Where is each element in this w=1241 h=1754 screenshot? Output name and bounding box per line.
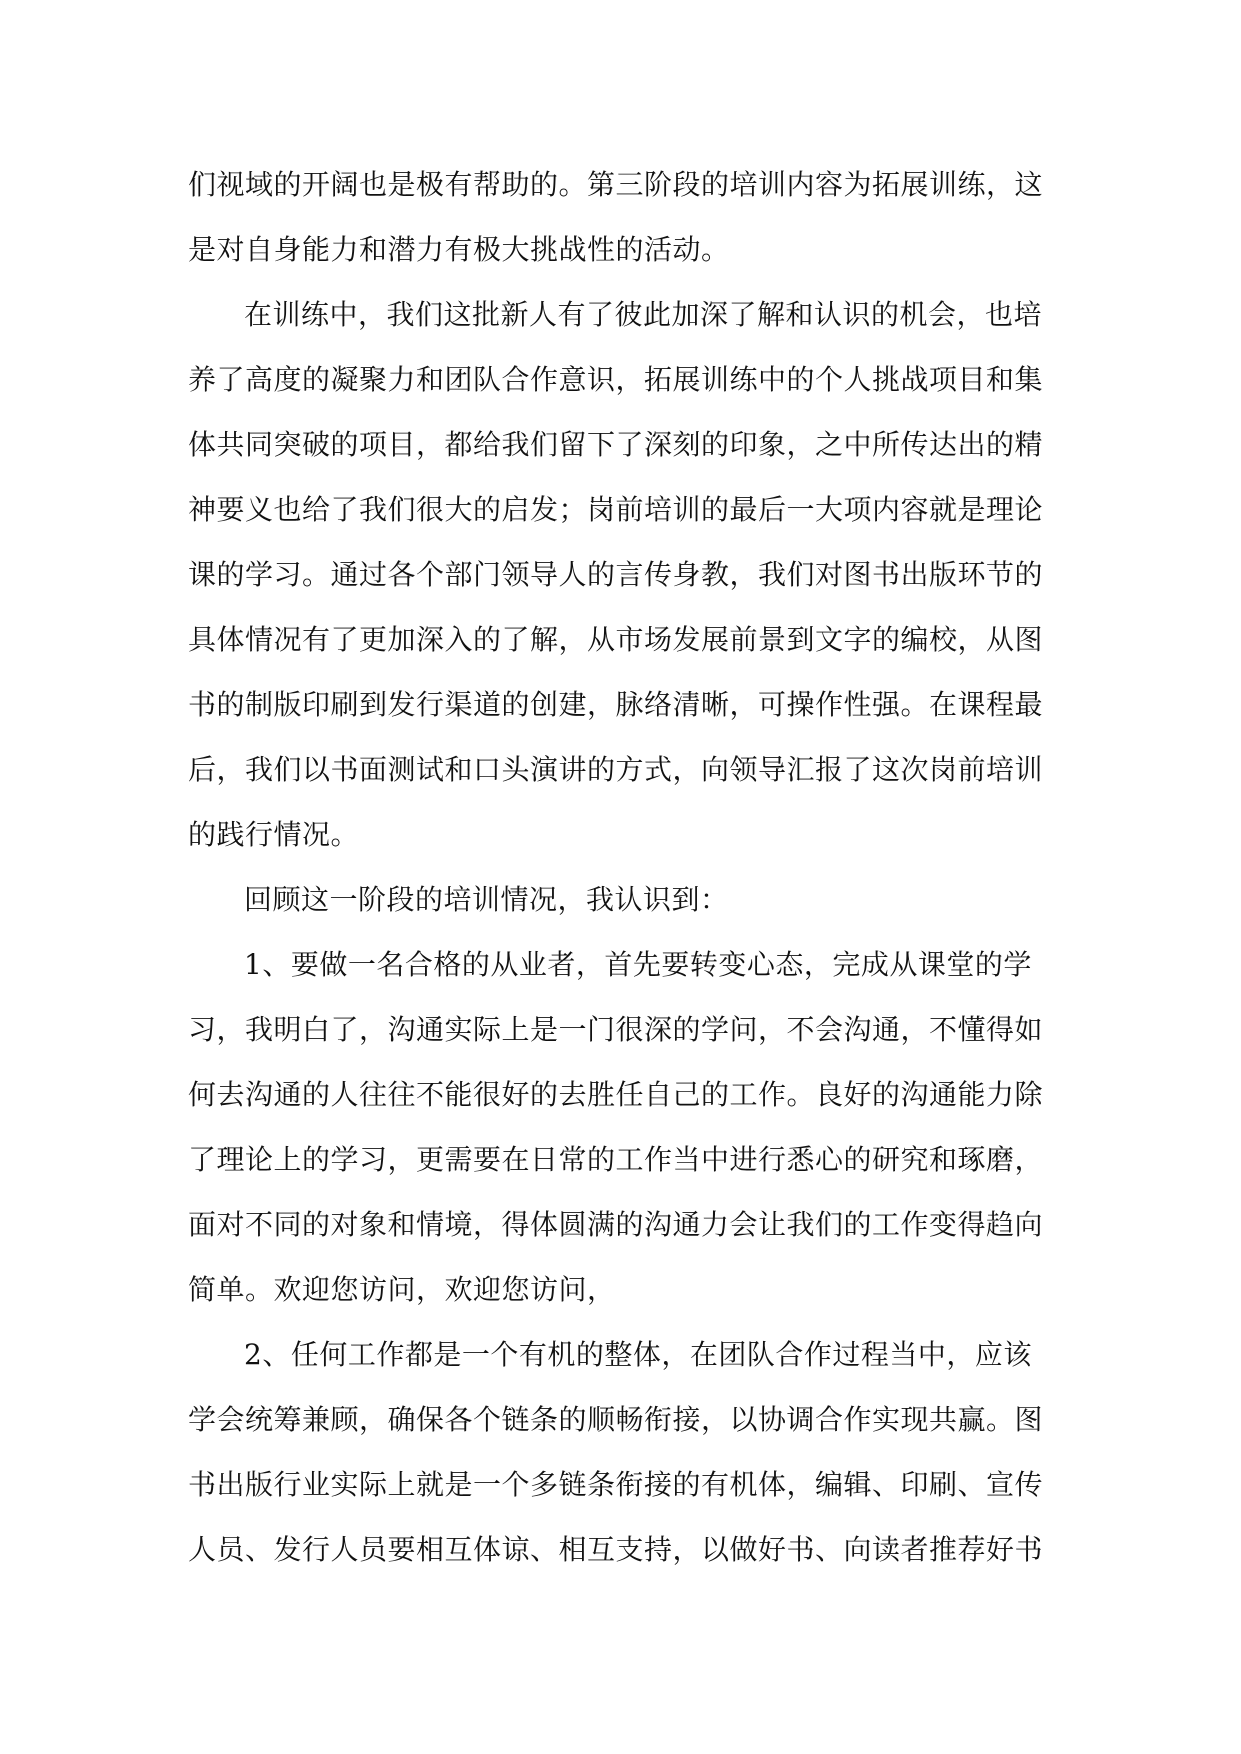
- text-line: 后，我们以书面测试和口头演讲的方式，向领导汇报了这次岗前培训: [188, 753, 1044, 786]
- text-line: 们视域的开阔也是极有帮助的。第三阶段的培训内容为拓展训练，这: [188, 168, 1044, 201]
- text-line: 课的学习。通过各个部门领导人的言传身教，我们对图书出版环节的: [188, 558, 1044, 591]
- paragraph-start-line: 2、任何工作都是一个有机的整体，在团队合作过程当中，应该: [244, 1338, 1032, 1371]
- text-line: 学会统筹兼顾，确保各个链条的顺畅衔接，以协调合作实现共赢。图: [188, 1403, 1044, 1436]
- text-line: 何去沟通的人往往不能很好的去胜任自己的工作。良好的沟通能力除: [188, 1078, 1044, 1111]
- text-line: 体共同突破的项目，都给我们留下了深刻的印象，之中所传达出的精: [188, 428, 1044, 461]
- paragraph-start-line: 在训练中，我们这批新人有了彼此加深了解和认识的机会，也培: [244, 298, 1043, 331]
- text-line: 养了高度的凝聚力和团队合作意识，拓展训练中的个人挑战项目和集: [188, 363, 1044, 396]
- text-line: 神要义也给了我们很大的启发；岗前培训的最后一大项内容就是理论: [188, 493, 1044, 526]
- text-line: 人员、发行人员要相互体谅、相互支持，以做好书、向读者推荐好书: [188, 1533, 1044, 1566]
- text-line: 的践行情况。: [188, 818, 360, 851]
- paragraph-start-line: 回顾这一阶段的培训情况，我认识到：: [244, 883, 729, 916]
- text-line: 是对自身能力和潜力有极大挑战性的活动。: [188, 233, 730, 266]
- text-line: 书出版行业实际上就是一个多链条衔接的有机体，编辑、印刷、宣传: [188, 1468, 1044, 1501]
- text-line: 了理论上的学习，更需要在日常的工作当中进行悉心的研究和琢磨，: [188, 1143, 1044, 1176]
- document-body: [188, 152, 1058, 1582]
- text-line: 具体情况有了更加深入的了解，从市场发展前景到文字的编校，从图: [188, 623, 1044, 656]
- text-line: 书的制版印刷到发行渠道的创建，脉络清晰，可操作性强。在课程最: [188, 688, 1044, 721]
- paragraph-start-line: 1、要做一名合格的从业者，首先要转变心态，完成从课堂的学: [244, 948, 1032, 981]
- text-line: 简单。欢迎您访问，欢迎您访问，: [188, 1273, 616, 1306]
- text-line: 习，我明白了，沟通实际上是一门很深的学问，不会沟通，不懂得如: [188, 1013, 1044, 1046]
- text-line: 面对不同的对象和情境，得体圆满的沟通力会让我们的工作变得趋向: [188, 1208, 1044, 1241]
